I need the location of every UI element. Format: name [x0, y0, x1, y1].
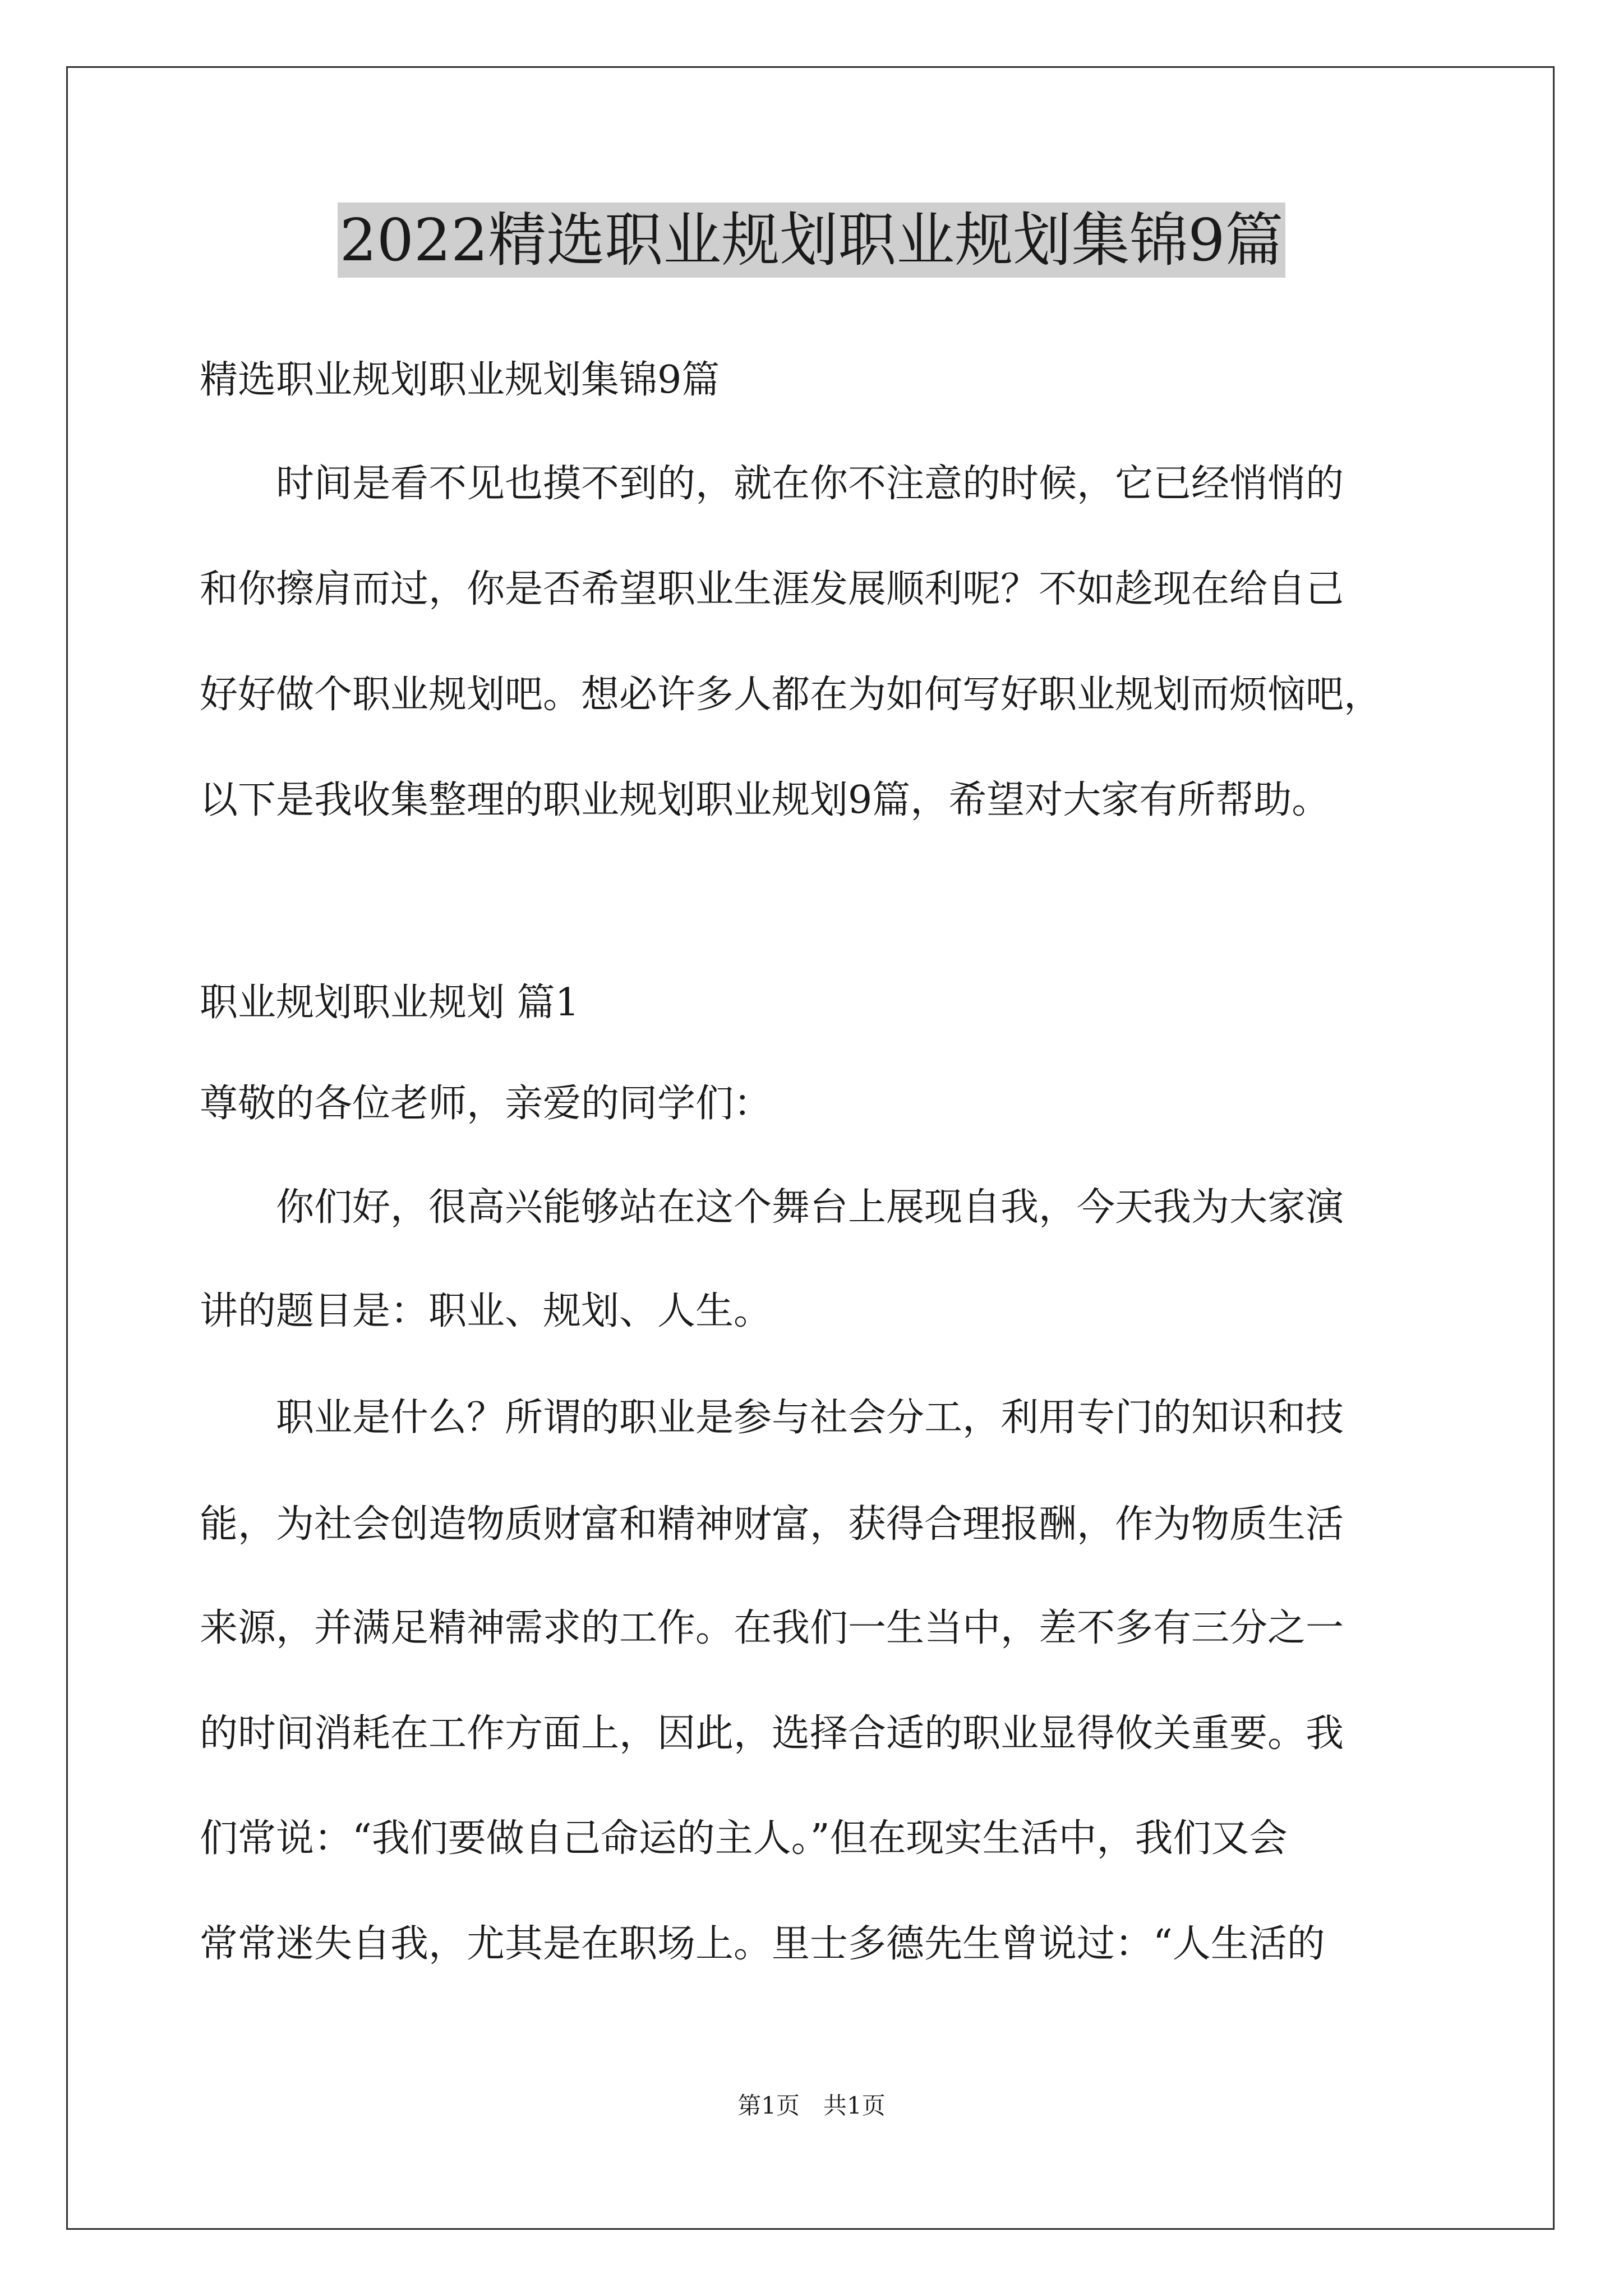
para2-line-5: 们常说：“我们要做自己命运的主人。”但在现实生活中，我们又会 — [200, 1816, 1288, 1861]
para2-line-6: 常常迷失自我，尤其是在职场上。里士多德先生曾说过：“人生活的 — [200, 1922, 1325, 1966]
intro-line-1: 时间是看不见也摸不到的，就在你不注意的时候，它已经悄悄的 — [200, 462, 1344, 506]
section-heading: 职业规划职业规划 篇1 — [200, 981, 579, 1025]
para1-line-1: 你们好，很高兴能够站在这个舞台上展现自我，今天我为大家演 — [200, 1185, 1344, 1230]
intro-line-2: 和你擦肩而过，你是否希望职业生涯发展顺利呢？不如趁现在给自己 — [200, 567, 1344, 611]
para1-line-2: 讲的题目是：职业、规划、人生。 — [200, 1289, 772, 1333]
document-subtitle: 精选职业规划职业规划集锦9篇 — [200, 358, 720, 402]
para2-line-1: 职业是什么？所谓的职业是参与社会分工，利用专门的知识和技 — [200, 1396, 1344, 1440]
page-footer: 第1页 共1页 — [737, 2092, 886, 2119]
para2-line-2: 能，为社会创造物质财富和精神财富，获得合理报酬，作为物质生活 — [200, 1502, 1344, 1547]
para2-line-3: 来源，并满足精神需求的工作。在我们一生当中，差不多有三分之一 — [200, 1606, 1344, 1650]
greeting: 尊敬的各位老师，亲爱的同学们： — [200, 1082, 772, 1126]
document-title-text: 2022精选职业规划职业规划集锦9篇 — [338, 203, 1286, 278]
intro-line-3: 好好做个职业规划吧。想必许多人都在为如何写好职业规划而烦恼吧， — [200, 673, 1382, 717]
intro-line-4: 以下是我收集整理的职业规划职业规划9篇，希望对大家有所帮助。 — [200, 778, 1330, 822]
document-title — [0, 201, 1623, 279]
para2-line-4: 的时间消耗在工作方面上，因此，选择合适的职业显得攸关重要。我 — [200, 1711, 1344, 1756]
